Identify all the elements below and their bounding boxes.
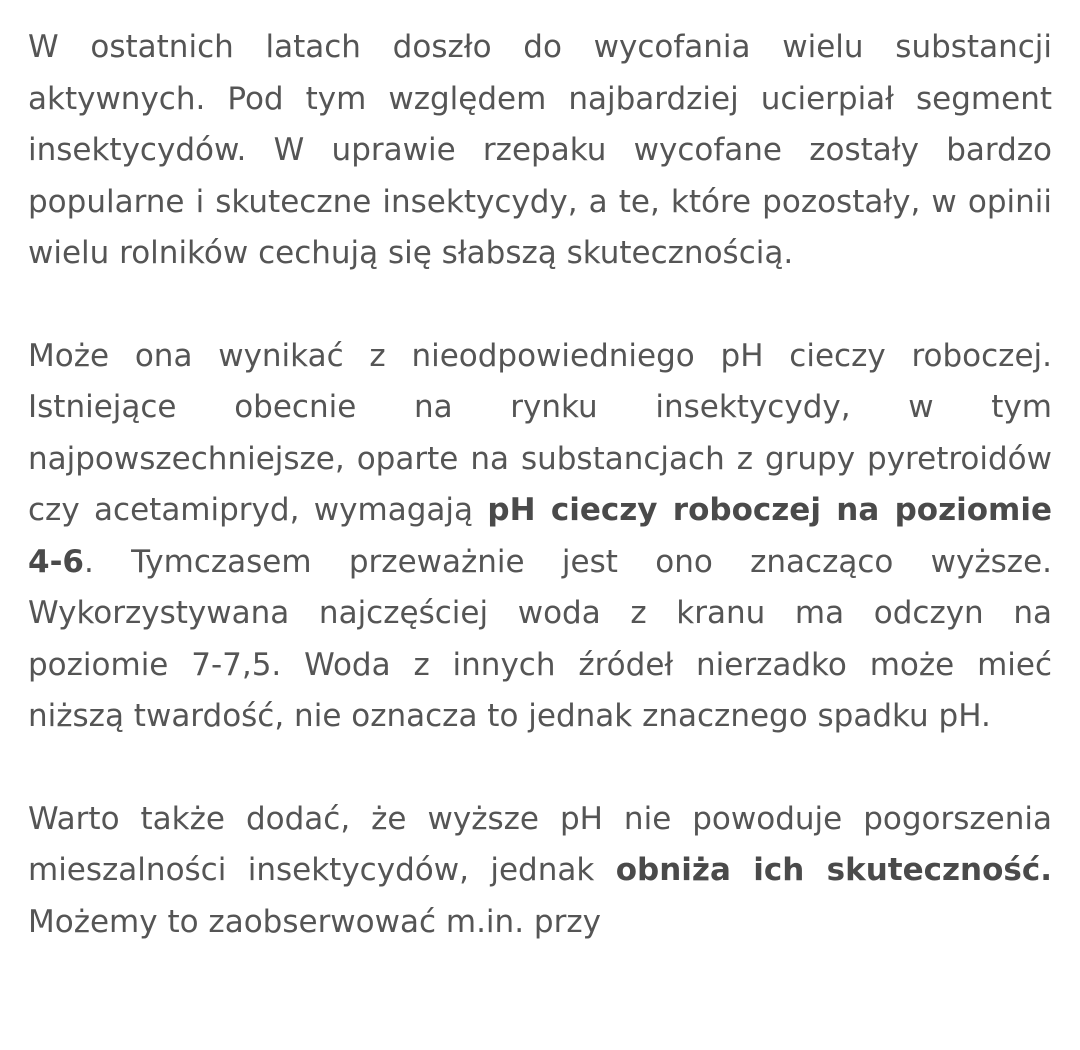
- paragraph-3-text-end: Możemy to zaobserwować m.in. przy: [28, 903, 601, 940]
- paragraph-2-text-start: Może ona wynikać z nieodpowiedniego pH cieczy roboczej. Istniejące obecnie na rynku insektycydy, w tym najpowszechniejsze, oparte na substancjach z grupy pyretroidów czy acetamipryd, wymagają: [28, 337, 1052, 528]
- paragraph-3: [28, 794, 1052, 949]
- paragraph-2-text-end: . Tymczasem przeważnie jest ono znacząco wyższe. Wykorzystywana najczęściej woda z kranu ma odczyn na poziomie 7-7,5. Woda z innych źródeł nierzadko może mieć niższą twardość, nie oznacza to jednak znacznego spadku pH.: [28, 543, 1052, 734]
- paragraph-3-bold-effectiveness: obniża ich skuteczność.: [615, 852, 1053, 888]
- paragraph-2: [28, 331, 1052, 743]
- paragraph-3-text-start: Warto także dodać, że wyższe pH nie powoduje pogorszenia mieszalności insektycydów, jednak: [28, 800, 1052, 888]
- paragraph-1: [28, 22, 1052, 280]
- paragraph-2-bold-ph-range: pH cieczy roboczej na poziomie 4-6: [28, 492, 1052, 580]
- paragraph-1-text: W ostatnich latach doszło do wycofania wielu substancji aktywnych. Pod tym względem najbardziej ucierpiał segment insektycydów. W uprawie rzepaku wycofane zostały bardzo popularne i skuteczne insektycydy, a te, które pozostały, w opinii wielu rolników cechują się słabszą skutecznością.: [28, 29, 1052, 271]
